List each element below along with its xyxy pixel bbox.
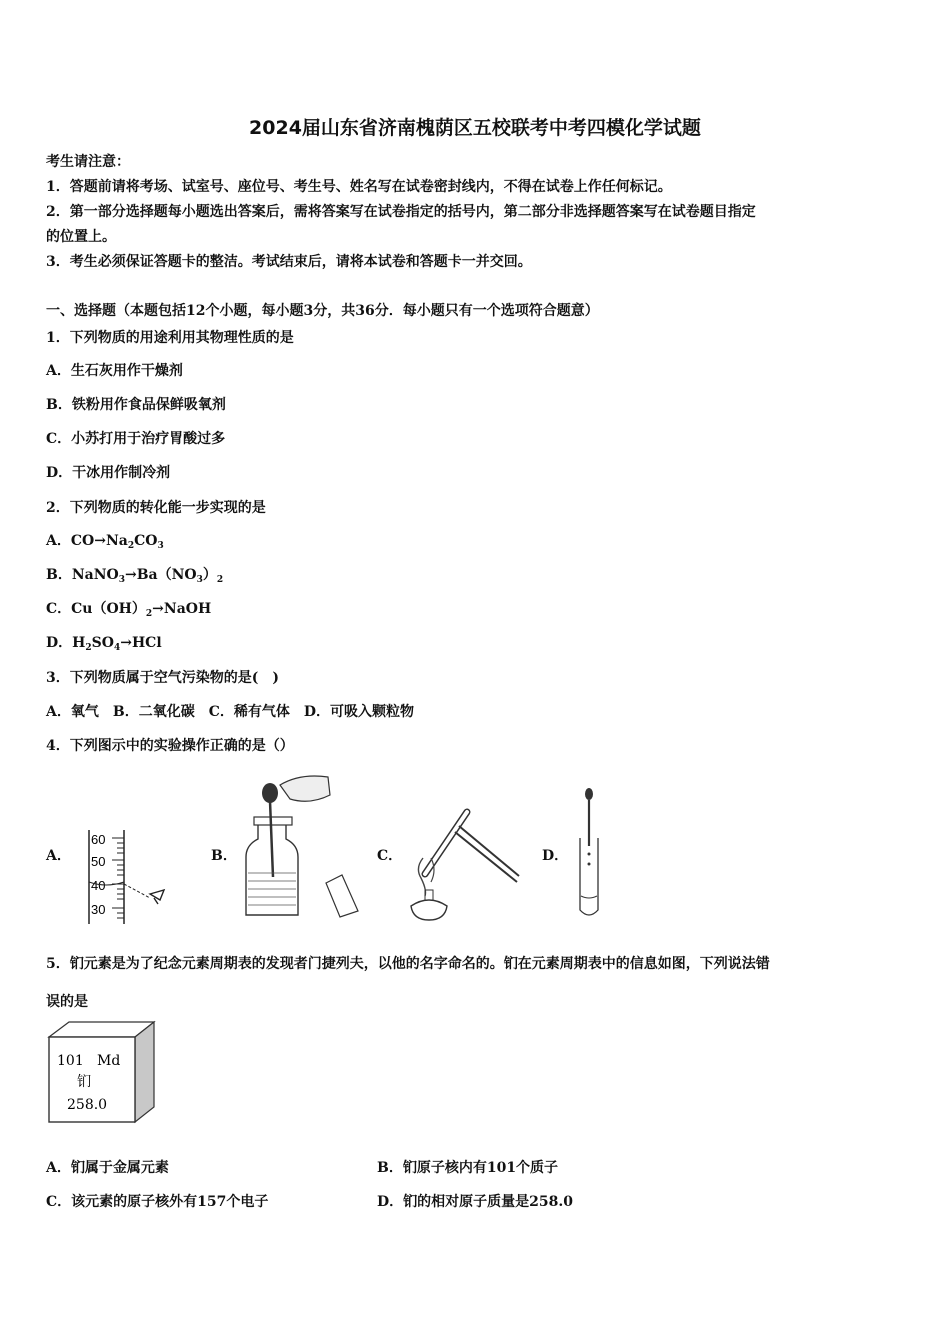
q1-option-b: B．铁粉用作食品保鲜吸氧剂 <box>46 397 226 413</box>
page-title: 2024届山东省济南槐荫区五校联考中考四模化学试题 <box>249 117 701 139</box>
q5-option-b: B．钔原子核内有101个质子 <box>377 1160 559 1176</box>
q1-option-a: A．生石灰用作干燥剂 <box>46 363 183 379</box>
cylinder-tick-label: 40 <box>91 878 106 893</box>
element-name: 钔 <box>77 1074 91 1090</box>
cylinder-tick-label: 30 <box>91 902 106 917</box>
q3-options: A．氧气 B．二氧化碳 C．稀有气体 D．可吸入颗粒物 <box>46 704 414 720</box>
q2-option-b: B．$NaNO_3\to Ba(NO_3)_2$ <box>46 567 224 585</box>
dropper-tube <box>270 801 273 877</box>
q2-option-d: D．$H_2SO_4\to HCl$ <box>46 635 162 653</box>
notice-item: 的位置上。 <box>46 229 116 245</box>
bottle-neck <box>254 817 292 825</box>
drop-icon <box>588 853 591 856</box>
q4-stem: 4．下列图示中的实验操作正确的是（） <box>46 738 294 754</box>
card-side-face <box>135 1022 154 1122</box>
hand-icon <box>280 776 330 801</box>
liquid-lines <box>248 873 296 905</box>
q2-option-c: C．$Cu(OH)_2\to NaOH$ <box>46 601 212 619</box>
sight-line <box>124 884 150 898</box>
alcohol-lamp <box>411 900 447 920</box>
figure-dropper-test-tube <box>574 786 604 922</box>
test-tube-holder <box>455 832 517 882</box>
notice-item: 3．考生必须保证答题卡的整洁。考试结束后，请将本试卷和答题卡一并交回。 <box>46 254 532 270</box>
cylinder-tick-label: 50 <box>91 854 106 869</box>
q4-label-b: B． <box>211 848 237 864</box>
element-symbol: Md <box>97 1053 121 1069</box>
atomic-mass: 258.0 <box>67 1097 108 1113</box>
figure-heating-test-tube <box>405 778 525 928</box>
figure-graduated-cylinder <box>84 828 174 926</box>
test-tube <box>580 838 598 915</box>
notice-item: 2．第一部分选择题每小题选出答案后，需将答案写在试卷指定的括号内，第二部分非选择题答案写在试卷题目指定 <box>46 204 756 220</box>
dropper-bulb <box>262 783 278 803</box>
dropper-bulb <box>585 788 593 800</box>
element-card-mendelevium <box>47 1021 157 1124</box>
figure-dropper-bottle <box>240 765 365 925</box>
q5-option-c: C．该元素的原子核外有157个电子 <box>46 1194 269 1210</box>
q4-label-a: A． <box>46 848 71 864</box>
q4-label-d: D． <box>542 848 569 864</box>
q4-label-c: C． <box>377 848 403 864</box>
q2-stem: 2．下列物质的转化能一步实现的是 <box>46 500 266 516</box>
section-heading: 一、选择题（本题包括12个小题，每小题3分，共36分．每小题只有一个选项符合题意） <box>46 303 599 319</box>
notice-heading: 考生请注意： <box>46 154 130 170</box>
notice-item: 1．答题前请将考场、试室号、座位号、考生号、姓名写在试卷密封线内，不得在试卷上作任何标记。 <box>46 179 672 195</box>
q5-stem: 5．钔元素是为了纪念元素周期表的发现者门捷列夫，以他的名字命名的。钔在元素周期表中的信息如图，下列说法错 <box>46 956 770 972</box>
q5-option-a: A．钔属于金属元素 <box>46 1160 169 1176</box>
q3-stem: 3．下列物质属于空气污染物的是( ) <box>46 670 279 686</box>
q1-option-d: D．干冰用作制冷剂 <box>46 465 171 481</box>
q1-option-c: C．小苏打用于治疗胃酸过多 <box>46 431 226 447</box>
q5-option-d: D．钔的相对原子质量是258.0 <box>377 1194 573 1210</box>
cylinder-tick-label: 60 <box>91 832 106 847</box>
eye-icon <box>150 890 164 904</box>
q1-stem: 1．下列物质的用途利用其物理性质的是 <box>46 330 294 346</box>
atomic-number: 101 <box>57 1053 84 1069</box>
q2-option-a: A．$CO\to Na_2CO_3$ <box>46 533 164 551</box>
stopper-icon <box>326 875 358 917</box>
q5-stem-continued: 误的是 <box>46 994 88 1010</box>
